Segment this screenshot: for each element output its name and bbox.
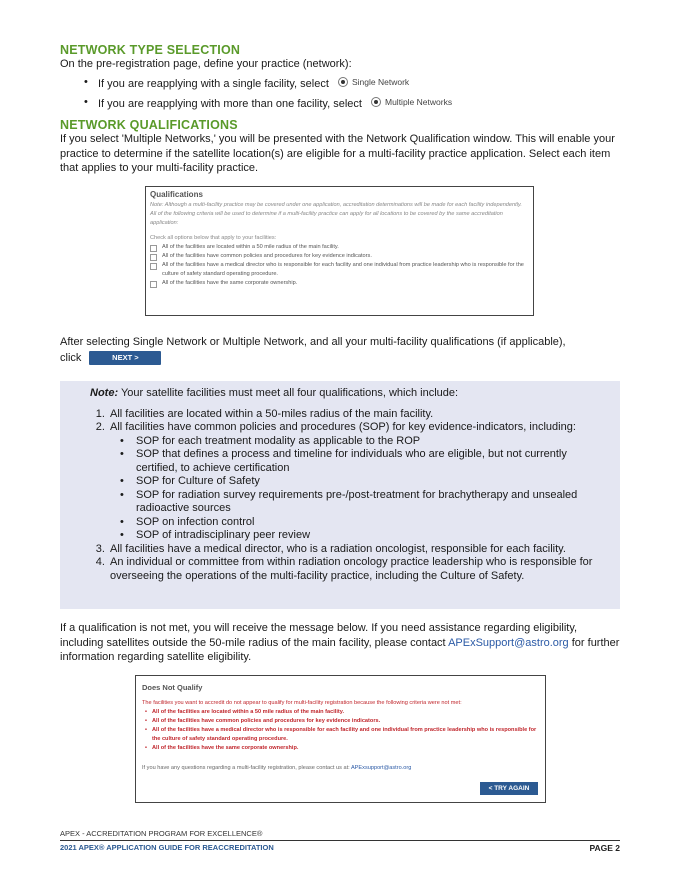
network-type-section xyxy=(60,43,620,115)
radio-selected-icon xyxy=(338,77,348,87)
sop-list xyxy=(110,435,610,543)
does-not-qualify-screenshot: Does Not Qualify The facilities you want to accredit do not appear to qualify for multi-facility registration because the following criteria were not met: • All of the facilities are located within a 50 mile radius of the main facility. • All of the facilities have common policies and procedures for key evidence indicators. • All of the facilities have a medical director who is responsible for each facility and one individual from practice leadership who is responsible for the culture of safety standard operating procedure. • All of the facilities have the same corporate ownership. If you have any questions regarding a multi-facility registration, please contact us at: APExsupport@astro.org < TRY AGAIN xyxy=(135,675,546,803)
checkbox-icon xyxy=(150,281,157,288)
list-item: • All of the facilities have the same corporate ownership. xyxy=(152,744,539,753)
list-item: • All of the facilities are located within a 50 mile radius of the main facility. xyxy=(152,708,539,717)
sop-item: • SOP for radiation survey requirements pre-/post-treatment for brachytherapy and unsealed radioactive sources xyxy=(134,489,610,516)
list-item: • All of the facilities have common policies and procedures for key evidence indicators. xyxy=(152,717,539,726)
qualification-option: All of the facilities have a medical director who is responsible for each facility and one individual from practice leadership who is responsible for the culture of safety standard operating procedure. xyxy=(150,261,529,279)
qualifications-list xyxy=(90,408,610,584)
qualification-option: All of the facilities are located within a 50 mile radius of the main facility. xyxy=(150,243,529,252)
list-item: 3. All facilities have a medical director, who is a radiation oncologist, responsible for each facility. xyxy=(108,543,610,557)
network-type-intro: On the pre-registration page, define your practice (network): xyxy=(60,58,352,70)
qualification-option: All of the facilities have common policies and procedures for key evidence indicators. xyxy=(150,252,529,261)
footer-guide: 2021 APEX® APPLICATION GUIDE FOR REACCREDITATION xyxy=(60,843,274,852)
list-item: • If you are reapplying with more than one facility, select Multiple Networks xyxy=(60,95,620,111)
list-item: 1. All facilities are located within a 50-miles radius of the main facility. xyxy=(108,408,610,422)
dnq-title: Does Not Qualify xyxy=(142,683,203,692)
dnq-list xyxy=(142,708,539,753)
after-select-section: After selecting Single Network or Multiple Network, and all your multi-facility qualifications (if applicable), click NEXT > xyxy=(60,336,566,364)
sop-item: • SOP on infection control xyxy=(134,516,610,530)
list-item: • If you are reapplying with a single facility, select Single Network xyxy=(60,75,620,91)
sop-item: • SOP of intradisciplinary peer review xyxy=(134,529,610,543)
try-again-button[interactable]: < TRY AGAIN xyxy=(480,782,538,795)
footer-divider xyxy=(60,840,620,841)
network-type-heading: NETWORK TYPE SELECTION xyxy=(60,43,241,57)
sop-item: • SOP for each treatment modality as applicable to the ROP xyxy=(134,435,610,449)
network-qualifications-para: If you select 'Multiple Networks,' you will be presented with the Network Qualification window. This will enable your practice to determine if the satellite location(s) are eligible for a multi-facility practice application. Select each item that applies to your multi-facility practice. xyxy=(60,133,615,174)
multiple-networks-radio: Multiple Networks xyxy=(371,95,452,109)
note-box xyxy=(60,381,620,609)
sop-item: • SOP that defines a process and timeline for individuals who are eligible, but not currently certified, to achieve certification xyxy=(134,448,610,475)
note-intro: Note: Your satellite facilities must meet all four qualifications, which include: xyxy=(90,387,459,399)
checkbox-icon xyxy=(150,245,157,252)
dnq-email-link[interactable]: APExsupport@astro.org xyxy=(350,765,412,771)
checkbox-icon xyxy=(150,263,157,270)
network-qualifications-section xyxy=(60,118,620,176)
list-item: • All of the facilities have a medical director who is responsible for each facility and one individual from practice leadership who is responsible for the culture of safety standard operating procedure. xyxy=(152,726,539,744)
next-button[interactable]: NEXT > xyxy=(89,351,161,365)
sop-item: • SOP for Culture of Safety xyxy=(134,475,610,489)
list-item: 4. An individual or committee from within radiation oncology practice leadership who is responsible for overseeing the operations of the multi-facility practice, including the Culture of Safety. xyxy=(108,556,610,583)
qualifications-title: Qualifications xyxy=(150,190,203,199)
checkbox-icon xyxy=(150,254,157,261)
not-met-section: If a qualification is not met, you will receive the message below. If you need assistance regarding eligibility, including satellites outside the 50-mile radius of the main facility, please contact APExSupport@astro.org for further information regarding satellite eligibility. xyxy=(60,622,620,663)
qualification-option: All of the facilities have the same corporate ownership. xyxy=(150,279,529,288)
single-network-radio: Single Network xyxy=(338,75,409,89)
radio-selected-icon xyxy=(371,97,381,107)
network-type-list xyxy=(60,75,620,111)
page-number: PAGE 2 xyxy=(589,843,620,853)
network-qualifications-heading: NETWORK QUALIFICATIONS xyxy=(60,118,238,132)
list-item: 2. All facilities have common policies and procedures (SOP) for key evidence-indicators, including: • SOP for each treatment modality as applicable to the ROP • SOP that defines a process and timeline for individuals who are eligible, but not currently certified, to achieve certification • SOP for Culture of Safety • SOP for radiation survey requirements pre-/post-treatment for brachytherapy and unsealed radioactive sources • SOP on infection control • SOP of intradisciplinary peer review xyxy=(108,421,610,543)
footer-program: APEX - ACCREDITATION PROGRAM FOR EXCELLENCE® xyxy=(60,829,263,838)
support-email-link[interactable]: APExSupport@astro.org xyxy=(448,636,569,649)
qualifications-screenshot: Qualifications Note: Although a multi-facility practice may be covered under one application, accreditation determinations will be made for each facility independently. All of the following criteria will be used to determine if a multi-facility practice can apply for all locations to be covered by the same accreditation application: Check all options below that apply to your facilities: All of the facilities are located within a 50 mile radius of the main facility. All of the facilities have common policies and procedures for key evidence indicators. All of the facilities have a medical director who is responsible for each facility and one individual from practice leadership who is responsible for the culture of safety standard operating procedure. All of the facilities have the same corporate ownership. xyxy=(145,186,534,316)
